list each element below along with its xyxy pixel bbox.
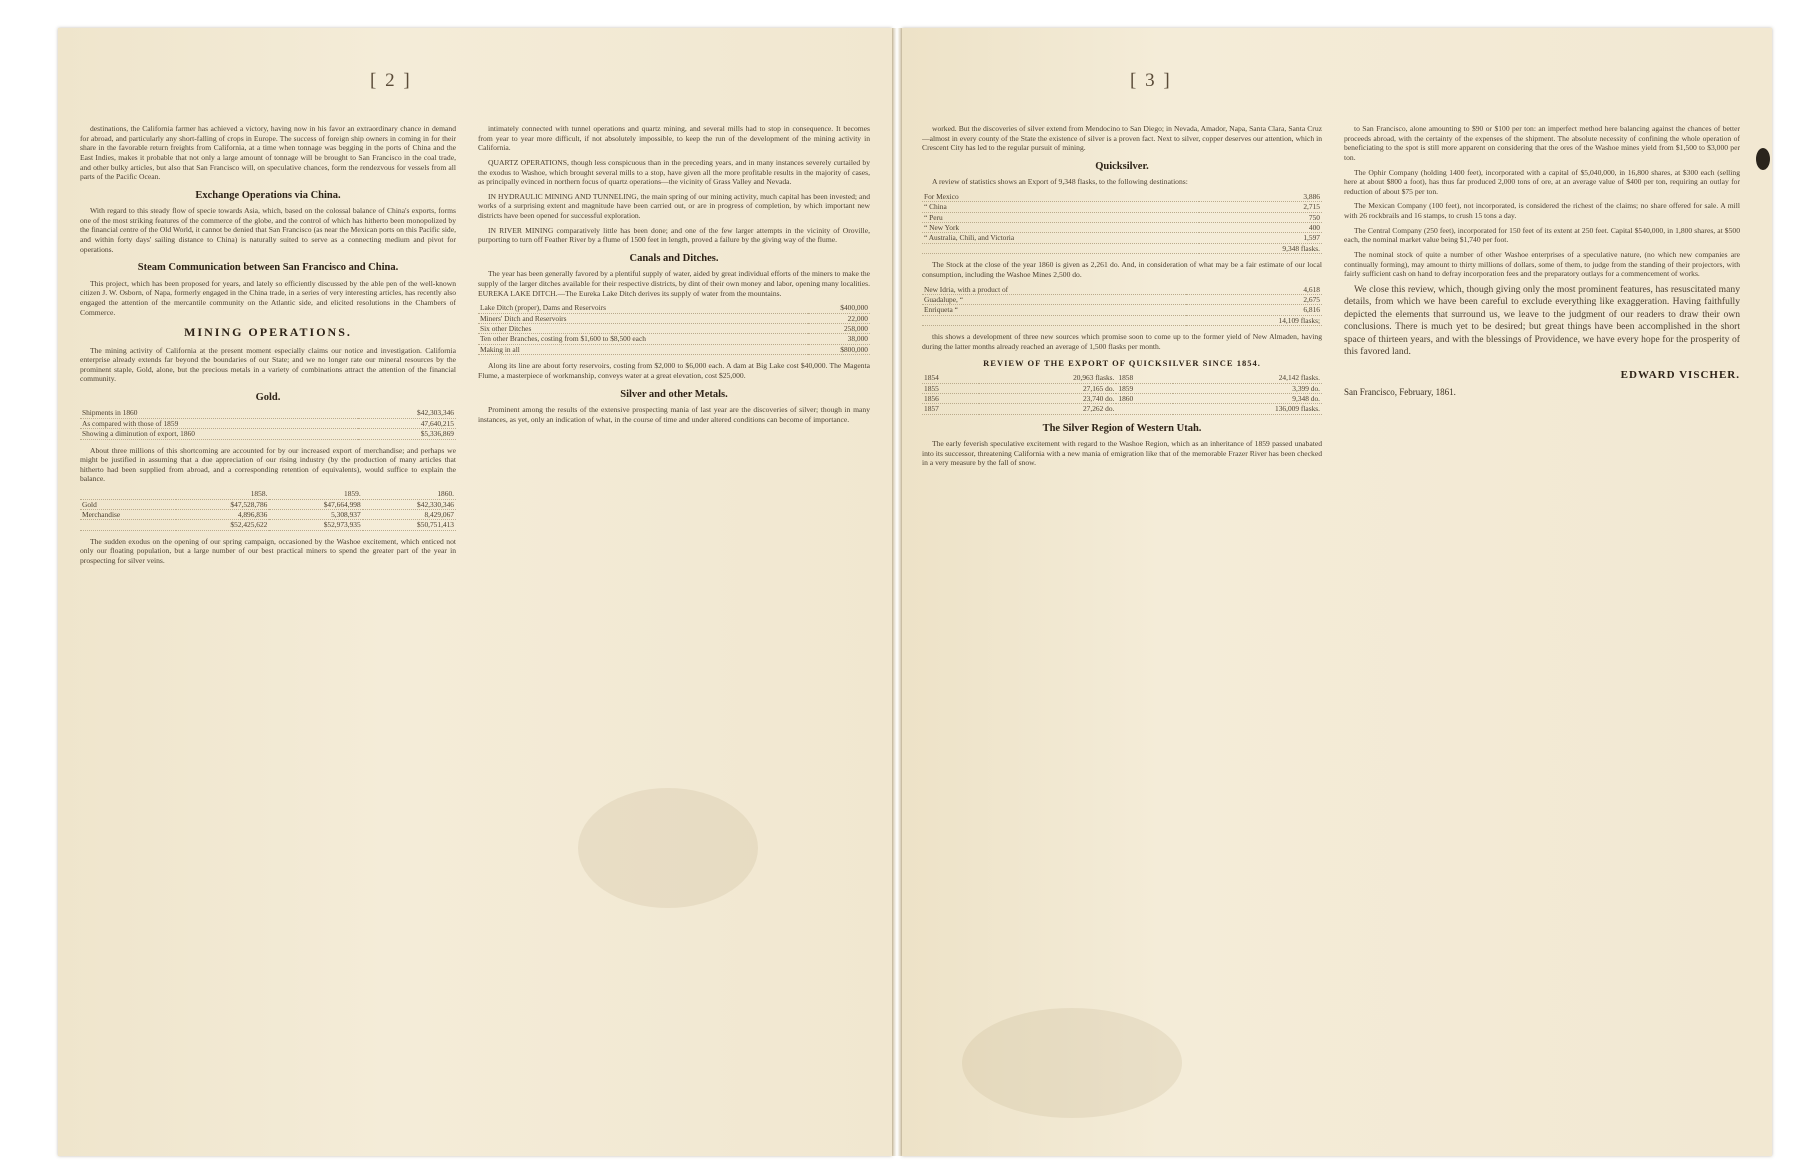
- table-cell: 9,348 flasks.: [1199, 243, 1322, 253]
- table-cell: $50,751,413: [363, 520, 456, 530]
- table-cell: $52,425,622: [176, 520, 269, 530]
- table-row: [80, 418, 456, 428]
- publication-date: San Francisco, February, 1861.: [1344, 386, 1456, 397]
- table-row: [80, 408, 456, 418]
- table-cell: 3,399 do.: [1173, 383, 1322, 393]
- table-cell: “ New York: [922, 223, 1199, 233]
- table-cell: 1858.: [176, 489, 269, 499]
- table-cell: “ Peru: [922, 212, 1199, 222]
- table-cell: 136,009 flasks.: [1173, 404, 1322, 414]
- table-row: [478, 344, 870, 354]
- paragraph: intimately connected with tunnel operations and quartz mining, and several mills had to stop in consequence. It becomes from year to year more difficult, if not absolutely impossible, to keep the run of the development of the mining activity in California.: [478, 124, 870, 153]
- table-cell: 4,618: [1186, 285, 1322, 295]
- table-row: [922, 243, 1322, 253]
- table-cell: 20,963 flasks.: [979, 373, 1116, 383]
- page-fold: [892, 28, 902, 1156]
- section-heading: Canals and Ditches.: [629, 253, 719, 265]
- paragraph: The mining activity of California at the present moment especially claims our notice and investigation. California enterprise already extends far beyond the boundaries of our State; and we no longer rate our mineral resources by the prominent staple, Gold, alone, but the precious metals in a variety of combinations attract the attention of the financial community.: [80, 345, 456, 384]
- paragraph: worked. But the discoveries of silver extend from Mendocino to San Diego; in Nevada, Amador, Napa, Santa Clara, Santa Cruz—almost in every county of the State the existence of silver is a proven fact. Next to silver, copper deserves our attention, which in Crescent City has led to the regular pursuit of mining.: [922, 124, 1322, 153]
- table-cell: [922, 315, 1186, 325]
- table-row: [922, 294, 1322, 304]
- table-row: [478, 324, 870, 334]
- table-cell: Miners' Ditch and Reservoirs: [478, 313, 808, 323]
- section-heading: Gold.: [255, 392, 281, 404]
- table-cell: 400: [1199, 223, 1322, 233]
- paragraph: The Mexican Company (100 feet), not incorporated, is considered the richest of the claims; no share offered for sale. A mill with 26 rockbrails and 16 stamps, to crush 15 tons a day.: [1344, 201, 1740, 221]
- section-heading: Silver and other Metals.: [620, 388, 728, 400]
- paragraph: QUARTZ OPERATIONS, though less conspicuous than in the preceding years, and in many instances severely curtailed by the exodus to Washoe, which brought several mills to a stop, have given all the more profitable results in the majority of cases, as principally evinced in northern focus of quartz operations—the vicinity of Grass Valley and Nevada.: [478, 157, 870, 187]
- table-cell: 27,165 do.: [979, 383, 1116, 393]
- table-cell: 1856: [922, 393, 979, 403]
- left-column-1: [80, 124, 456, 1136]
- table-cell: 38,000: [808, 334, 870, 344]
- table-cell: 22,000: [808, 313, 870, 323]
- paragraph: to San Francisco, alone amounting to $90 or $100 per ton: an imperfect method here balancing against the chances of better proceeds abroad, with the certainty of the expenses of the shipment. The absolute necessity of confining the whole operation of beneficiating to the spot is still more apparent on considering that the ores of the Washoe mines yield from $1,500 to $3,000 per ton.: [1344, 124, 1740, 162]
- table-row: [478, 303, 870, 313]
- table-cell: $52,973,935: [269, 520, 362, 530]
- table-cell: 9,348 do.: [1173, 393, 1322, 403]
- major-heading: MINING OPERATIONS.: [184, 325, 352, 340]
- gold-table: [80, 408, 456, 439]
- table-cell: 1860.: [363, 489, 456, 499]
- table-cell: Guadalupe, “: [922, 294, 1186, 304]
- table-cell: Ten other Branches, costing from $1,600 to $8,500 each: [478, 334, 808, 344]
- table-cell: 27,262 do.: [979, 404, 1116, 414]
- table-cell: $400,000: [808, 303, 870, 313]
- paragraph: The early feverish speculative excitement with regard to the Washoe Region, which as an inheritance of 1859 passed unabated into its successor, threatening California with a new mania of emigration like that of the memorable Frazer River has been checked in a very measure by the fall of snow.: [922, 439, 1322, 468]
- page-number: [ 2 ]: [370, 70, 412, 91]
- mines-product-table: [922, 285, 1322, 327]
- table-row: [922, 315, 1322, 325]
- table-cell: [80, 520, 176, 530]
- table-cell: 1859: [1116, 383, 1173, 393]
- table-header-row: [80, 489, 456, 499]
- table-row: [922, 202, 1322, 212]
- table-cell: 1857: [922, 404, 979, 414]
- table-cell: For Mexico: [922, 192, 1199, 202]
- table-cell: 24,142 flasks.: [1173, 373, 1322, 383]
- right-column-1: [922, 124, 1322, 1136]
- table-cell: $5,336,869: [358, 429, 456, 439]
- quicksilver-export-table: [922, 192, 1322, 254]
- table-cell: $800,000: [808, 344, 870, 354]
- table-cell: Lake Ditch (proper), Dams and Reservoirs: [478, 303, 808, 313]
- table-cell: Showing a diminution of export, 1860: [80, 429, 358, 439]
- table-cell: 6,816: [1186, 305, 1322, 315]
- page-hole: [1756, 148, 1770, 170]
- paragraph: The Ophir Company (holding 1400 feet), incorporated with a capital of $5,040,000, in 16,800 shares, at $300 each (selling here at about $800 a foot), has thus far produced 2,000 tons of ore, at an average value of $400 per ton, requiring an outlay for reduction of about $75 per ton.: [1344, 167, 1740, 196]
- table-cell: $47,664,998: [269, 499, 362, 509]
- table-cell: 8,429,067: [363, 509, 456, 519]
- table-cell: Gold: [80, 499, 176, 509]
- paragraph: A review of statistics shows an Export of 9,348 flasks, to the following destinations:: [932, 177, 1188, 187]
- table-cell: $42,303,346: [358, 408, 456, 418]
- paragraph: The year has been generally favored by a plentiful supply of water, aided by great individual efforts of the miners to make the supply of the larger ditches available for their respective districts, by dint of their own money and labor, opening many localities. EUREKA LAKE DITCH.—The Eureka Lake Ditch derives its supply of water from the mountains.: [478, 269, 870, 298]
- paragraph: destinations, the California farmer has achieved a victory, having now in his favor an extraordinary chance in demand for abroad, and particularly any short-falling of crops in Europe. The success of foreign ship owners in coming in for their share in the favorable return freights from California, at a time when tonnage was begging in the ports of China and the East Indies, makes it probable that not only a large amount of tonnage will be brought to San Francisco in the coal trade, and other bulky articles, but also that San Francisco will, on speculative chances, form the rendezvous for vessels from all parts of the Pacific Ocean.: [80, 124, 456, 182]
- table-cell: $42,330,346: [363, 499, 456, 509]
- page-three: [902, 28, 1772, 1156]
- table-row: [922, 212, 1322, 222]
- paragraph: The Central Company (250 feet), incorporated for 150 feet of its extent at 250 feet. Capital $540,000, in 1,800 shares, at $500 each, the nominal market value being $1,740 per foot.: [1344, 225, 1740, 245]
- table-cell: 1860: [1116, 393, 1173, 403]
- table-cell: 3,886: [1199, 192, 1322, 202]
- table-cell: 258,000: [808, 324, 870, 334]
- table-cell: 1854: [922, 373, 979, 383]
- paragraph: With regard to this steady flow of specie towards Asia, which, based on the colossal balance of China's exports, forms one of the most striking features of the commerce of the globe, and the control of which has hitherto been monopolized by the financial centre of the Old World, it cannot be denied that San Francisco (as near the Mexican ports on this Pacific side, and within forty days' sailing distance to China) is naturally suited to serve as a connecting medium and pivot for operations.: [80, 206, 456, 254]
- left-column-2: [478, 124, 870, 1136]
- table-cell: 47,640,215: [358, 418, 456, 428]
- paragraph: The nominal stock of quite a number of other Washoe enterprises of a speculative nature, (no which new companies are continually forming), may amount to thirty millions of dollars, some of them, to judge from the standing of their projectors, with fairly sufficient cash on hand to defray incorporation fees and the preparatory outlays for a commencement of works.: [1344, 250, 1740, 279]
- right-column-2: [1344, 124, 1740, 1136]
- table-row: [922, 383, 1322, 393]
- paragraph: this shows a development of three new sources which promise soon to come up to the former yield of New Almaden, having during the latter months already reached an average of 1,500 flasks per month.: [922, 332, 1322, 351]
- table-cell: Shipments in 1860: [80, 408, 358, 418]
- table-cell: 1859.: [269, 489, 362, 499]
- table-cell: $47,528,786: [176, 499, 269, 509]
- table-cell: 1,597: [1199, 233, 1322, 243]
- table-row: [922, 393, 1322, 403]
- paragraph: Prominent among the results of the extensive prospecting mania of last year are the discoveries of silver; though in many instances, as yet, only an indication of what, in the course of time and under altered conditions can become of importance.: [478, 404, 870, 424]
- section-heading: Exchange Operations via China.: [195, 189, 341, 201]
- table-row: [922, 233, 1322, 243]
- table-cell: [922, 243, 1199, 253]
- table-row: [478, 313, 870, 323]
- table-row: [922, 285, 1322, 295]
- section-heading: Steam Communication between San Francisco and China.: [137, 262, 399, 274]
- table-cell: “ China: [922, 202, 1199, 212]
- table-cell: As compared with those of 1859: [80, 418, 358, 428]
- table-row: [80, 429, 456, 439]
- table-row: [80, 520, 456, 530]
- section-heading: Quicksilver.: [1095, 160, 1149, 172]
- table-cell: New Idria, with a product of: [922, 285, 1186, 295]
- table-row: [80, 499, 456, 509]
- table-row: [922, 192, 1322, 202]
- table-cell: 4,896,836: [176, 509, 269, 519]
- paragraph: This project, which has been proposed for years, and lately so efficiently discussed by the able pen of the well-known citizen J. W. Osborn, of Napa, formerly engaged in the China trade, in a series of very interesting articles, has recently also engaged the attention of the mercantile community on the Atlantic side, and elicited resolutions in the Chambers of Commerce.: [80, 278, 456, 317]
- table-cell: Making in all: [478, 344, 808, 354]
- table-cell: 2,675: [1186, 294, 1322, 304]
- table-cell: Enriqueta “: [922, 305, 1186, 315]
- page-two: [58, 28, 892, 1156]
- table-cell: Six other Ditches: [478, 324, 808, 334]
- ditch-cost-table: [478, 303, 870, 355]
- table-cell: 1855: [922, 383, 979, 393]
- table-cell: [80, 489, 176, 499]
- table-cell: Merchandise: [80, 509, 176, 519]
- paragraph: The Stock at the close of the year 1860 is given as 2,261 do. And, in consideration of what may be a fair estimate of our local consumption, including the Washoe Mines 2,500 do.: [922, 260, 1322, 279]
- paragraph: About three millions of this shortcoming are accounted for by our increased export of merchandise; and perhaps we might be justified in assuming that a due appreciation of our rising industry (by the production of many articles that hitherto had been supplied from abroad, and a corresponding retention of equivalents), would suffice to explain the balance.: [80, 445, 456, 484]
- quicksilver-review-table: [922, 373, 1322, 415]
- table-cell: “ Australia, Chili, and Victoria: [922, 233, 1199, 243]
- table-cell: 14,109 flasks;: [1186, 315, 1322, 325]
- closing-paragraph: We close this review, which, though giving only the most prominent features, has resuscitated many details, from which we have been careful to exclude everything like exaggeration. Having faithfully depicted the elements that surround us, we leave to the judgment of our readers to draw their own conclusions. There is much yet to be desired; but great things have been accomplished in the short space of thirteen years, and with the blessings of Providence, we have every hope for the prosperity of this favored land.: [1344, 283, 1740, 358]
- paragraph: IN HYDRAULIC MINING AND TUNNELING, the main spring of our mining activity, much capital has been invested; and works of a surprising extent and magnitude have been carried out, or are in progress of completion, by which important new districts have been opened for successful exploration.: [478, 191, 870, 221]
- table-cell: 23,740 do.: [979, 393, 1116, 403]
- table-row: [478, 334, 870, 344]
- section-heading: The Silver Region of Western Utah.: [1042, 422, 1202, 434]
- table-cell: 1858: [1116, 373, 1173, 383]
- table-cell: 2,715: [1199, 202, 1322, 212]
- table-row: [80, 509, 456, 519]
- merchandise-table: [80, 489, 456, 531]
- table-row: [922, 305, 1322, 315]
- table-cell: 5,308,937: [269, 509, 362, 519]
- page-number: [ 3 ]: [1130, 70, 1172, 91]
- table-row: [922, 223, 1322, 233]
- table-cell: [1116, 404, 1173, 414]
- table-row: [922, 373, 1322, 383]
- table-row: [922, 404, 1322, 414]
- table-title: REVIEW OF THE EXPORT OF QUICKSILVER SINCE 1854.: [983, 358, 1261, 369]
- paragraph: The sudden exodus on the opening of our spring campaign, occasioned by the Washoe excitement, which enticed not only our floating population, but a large number of our best practical miners to spend the greater part of the year in prospecting for silver veins.: [80, 536, 456, 565]
- author-signature: EDWARD VISCHER.: [1620, 368, 1740, 381]
- table-cell: 750: [1199, 212, 1322, 222]
- paragraph: Along its line are about forty reservoirs, costing from $2,000 to $6,000 each. A dam at Big Lake cost $40,000. The Magenta Flume, a masterpiece of workmanship, conveys water at a great elevation, cost $25,000.: [478, 361, 870, 380]
- paragraph: IN RIVER MINING comparatively little has been done; and one of the few larger attempts in the vicinity of Oroville, purporting to turn off Feather River by a flume of 1500 feet in length, proved a failure by the giving way of the flume.: [478, 225, 870, 245]
